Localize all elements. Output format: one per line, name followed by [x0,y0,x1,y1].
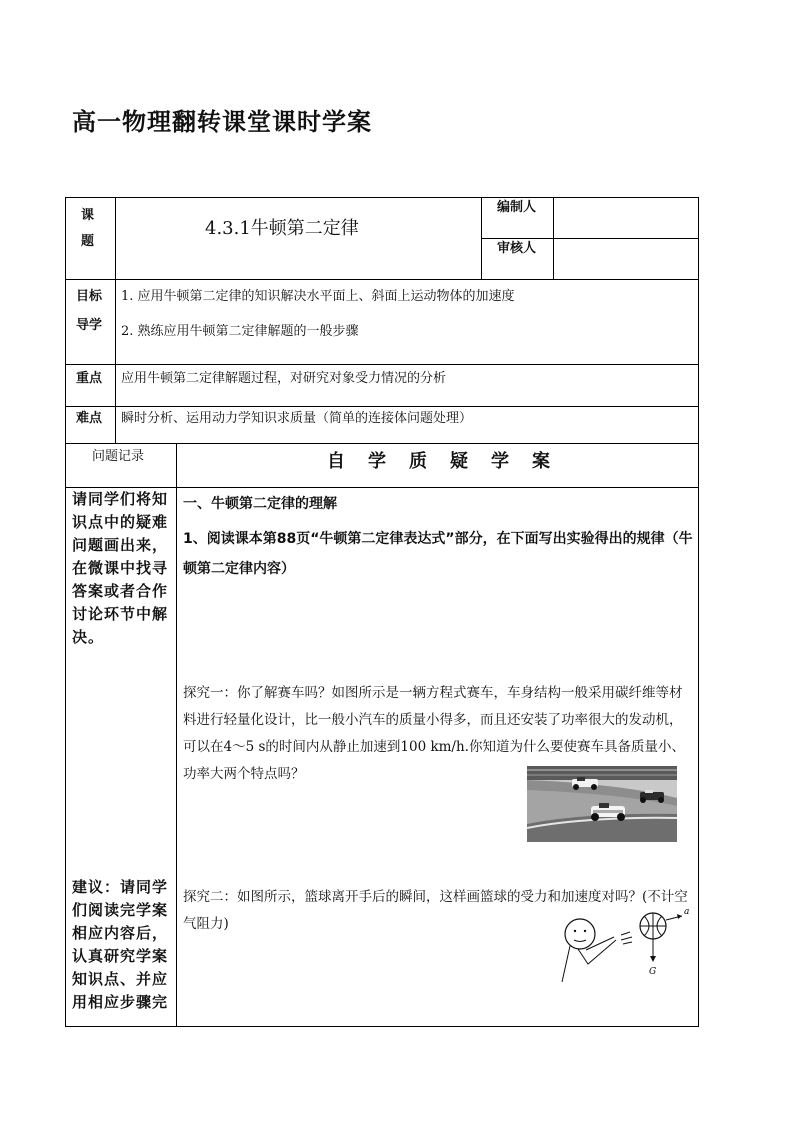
gravity-label: G [649,967,657,977]
topic-label-2: 题 [81,234,95,249]
difficulty-label: 难点 [76,411,103,426]
left-column-header: 问题记录 [92,449,145,464]
goals-label-2: 导学 [76,318,103,333]
goal-item-1: 1. 应用牛顿第二定律的知识解决水平面上、斜面上运动物体的加速度 [121,289,515,304]
document-title: 高一物理翻转课堂课时学案 [72,108,372,136]
editor-label: 编制人 [497,200,537,215]
reviewer-label: 审核人 [497,241,537,256]
topic-label-1: 课 [81,208,95,223]
goal-item-2: 2. 熟练应用牛顿第二定律解题的一般步骤 [121,324,359,339]
basketball-figure [548,904,694,986]
explore2-text: 探究二：如图所示，篮球离开手后的瞬间，这样画篮球的受力和加速度对吗？(不计空气阻力) [183,889,688,932]
goals-label-1: 目标 [76,289,103,304]
difficulty-text: 瞬时分析、运用动力学知识求质量（简单的连接体问题处理） [121,411,473,426]
key-point-label: 重点 [76,371,103,386]
section1-title: 一、牛顿第二定律的理解 [183,496,337,512]
sidebar-note-2: 建议：请同学们阅读完学案相应内容后，认真研究学案知识点、并应用相应步骤完 [72,878,169,1011]
sidebar-note-1: 请同学们将知识点中的疑难问题画出来，在微课中找寻答案或者合作讨论环节中解决。 [72,490,169,646]
task1-text: 1、阅读课本第88页“牛顿第二定律表达式”部分，在下面写出实验得出的规律（牛顿第二定律内容） [183,531,693,577]
acceleration-label: a [684,907,690,917]
explore1-text: 探究一：你了解赛车吗？如图所示是一辆方程式赛车，车身结构一般采用碳纤维等材料进行轻量化设计，比一般小汽车的质量小得多，而且还安装了功率很大的发动机，可以在4～5 s的时间内从静止加速到100 km/h.你知道为什么要使赛车具备质量小、功率大两个特点吗？ [183,685,685,782]
basketball-diagram [548,904,694,986]
race-car-image [527,766,677,842]
lesson-title: 4.3.1牛顿第二定律 [205,218,359,239]
key-point-text: 应用牛顿第二定律解题过程，对研究对象受力情况的分析 [121,371,447,386]
race-car-photo [527,766,677,842]
right-column-header: 自学质疑学案 [327,451,573,472]
